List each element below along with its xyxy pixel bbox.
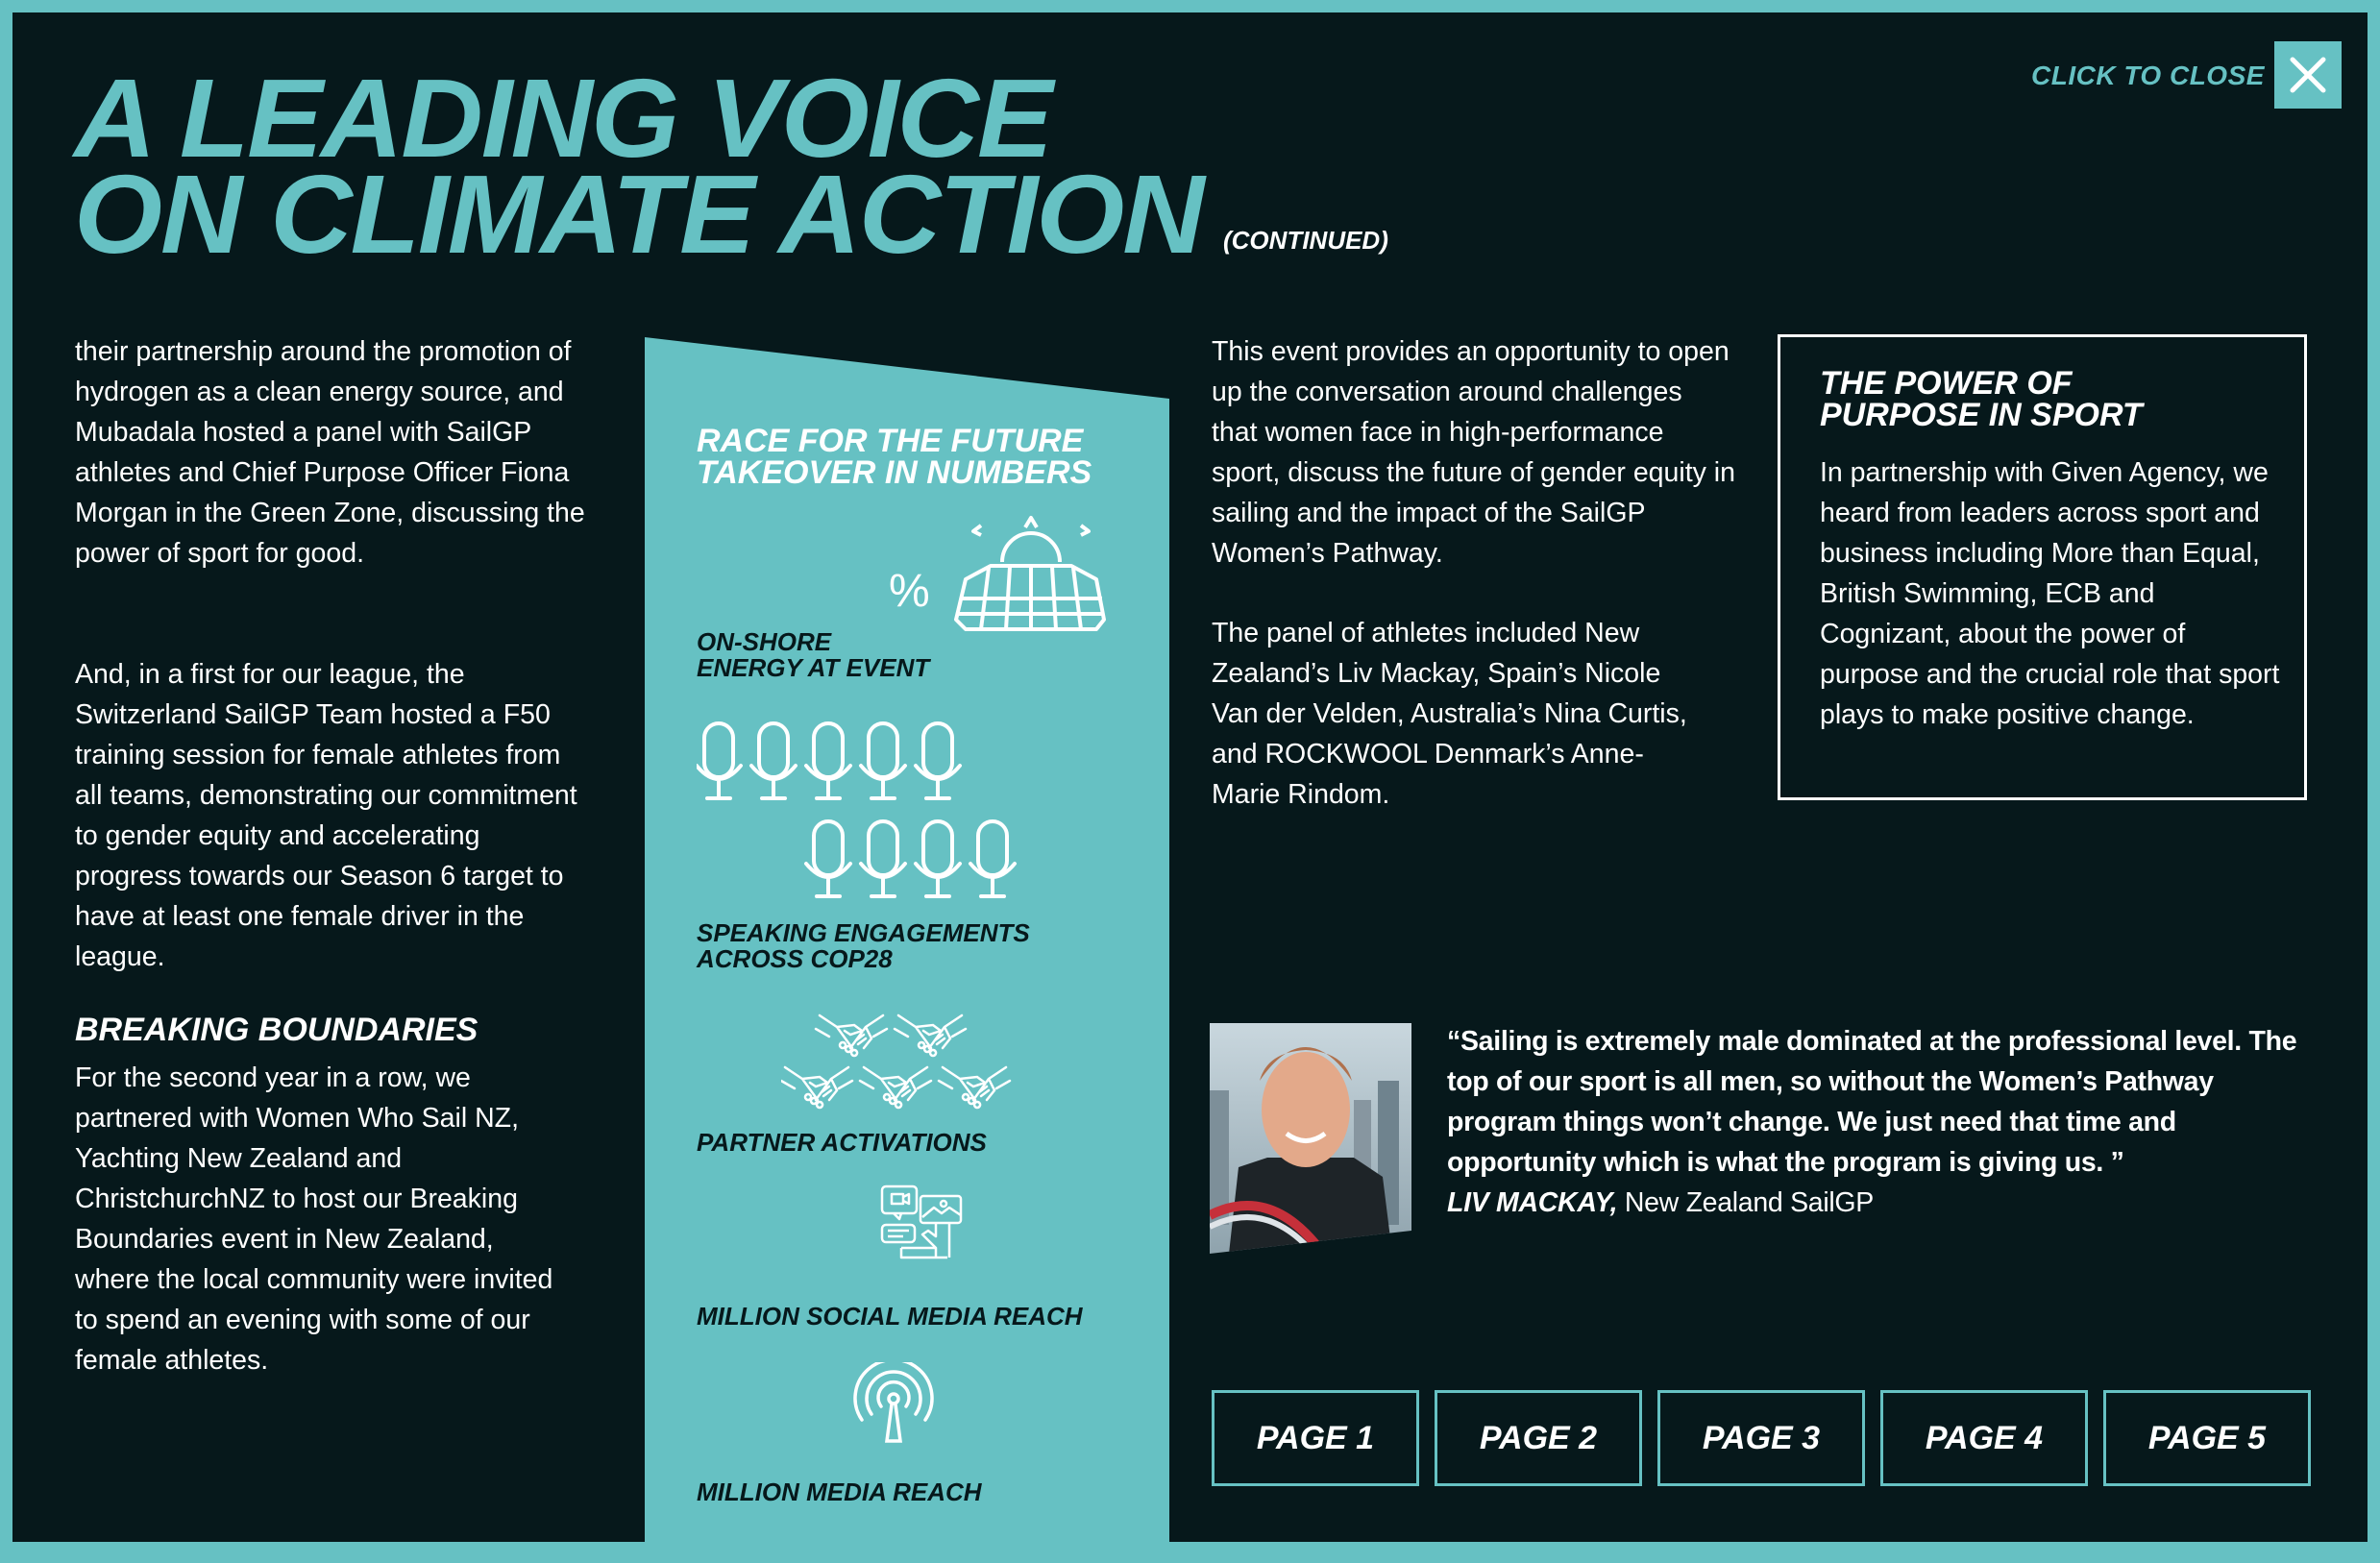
pagination	[1212, 1390, 2311, 1486]
click-to-close-link[interactable]: CLICK TO CLOSE	[2031, 61, 2265, 90]
page-1-button[interactable]: PAGE 1	[1212, 1390, 1419, 1486]
page-4-button[interactable]: PAGE 4	[1880, 1390, 2088, 1486]
quote-author: LIV MACKAY,	[1447, 1187, 1618, 1218]
handshake-icon	[860, 1067, 931, 1108]
stat-label-line: SPEAKING ENGAGEMENTS	[697, 918, 1030, 947]
stat-social-reach-label: MILLION SOCIAL MEDIA REACH	[697, 1302, 1083, 1331]
stat-media-reach-label: MILLION MEDIA REACH	[697, 1478, 982, 1506]
purpose-heading	[1820, 365, 2143, 433]
athlete-photo	[1210, 1023, 1411, 1254]
broadcast-antenna-icon	[850, 1362, 937, 1449]
stat-label-line: ENERGY AT EVENT	[697, 653, 930, 682]
modal-panel	[12, 12, 2368, 1542]
microphone-icon	[861, 723, 905, 798]
microphone-icon	[697, 723, 741, 798]
close-icon	[2289, 56, 2327, 94]
breaking-boundaries-heading: BREAKING BOUNDARIES	[75, 1012, 478, 1048]
left-paragraph-1: their partnership around the promotion of hydrogen as a clean energy source, and Mubadala hosted a panel with SailGP athletes and Chief Purpose Officer Fiona Morgan in the Green Zone, discussing the power of sport for good.	[75, 336, 585, 569]
purpose-heading-line1: THE POWER OF	[1820, 365, 2073, 402]
left-paragraph-2: And, in a first for our league, the Switzerland SailGP Team hosted a F50 training session for female athletes from all teams, demonstrating our commitment to gender equity and accelerating progress towards our Season 6 target to have at least one female driver in the league.	[75, 659, 577, 972]
page-title-line2: ON CLIMATE ACTION	[74, 152, 1203, 277]
purpose-body: In partnership with Given Agency, we heard from leaders across sport and business including More than Equal, British Swimming, ECB and Cognizant, about the power of purpose and the crucial role that sport plays to make positive change.	[1820, 457, 2280, 730]
close-button[interactable]	[2274, 41, 2342, 109]
continued-label: (CONTINUED)	[1223, 226, 1388, 255]
percent-symbol: %	[889, 566, 930, 617]
page-title-line1: A LEADING VOICE	[74, 56, 1051, 181]
stat-speaking-label	[697, 920, 1030, 972]
microphone-icon	[970, 821, 1015, 896]
microphone-icon	[806, 723, 850, 798]
left-paragraph-3: For the second year in a row, we partnered with Women Who Sail NZ, Yachting New Zealand and ChristchurchNZ to host our Breaking Boundaries event in New Zealand, where the local community were invited to spend an evening with some of our female athletes.	[75, 1062, 553, 1376]
handshake-icon	[895, 1015, 966, 1056]
solar-panel-icon	[952, 514, 1108, 633]
handshake-icons	[781, 1008, 1021, 1113]
social-media-icon	[880, 1184, 967, 1277]
quote-text: “Sailing is extremely male dominated at the professional level. The top of our sport is all men, so without the Women’s Pathway program things won’t change. We just need that time and opportunity which is what the program is giving us. ”	[1447, 1026, 2297, 1178]
numbers-heading	[697, 423, 1092, 491]
page-5-button[interactable]: PAGE 5	[2103, 1390, 2311, 1486]
microphone-icon	[861, 821, 905, 896]
athlete-quote	[1447, 1021, 2312, 1223]
stat-partner-label: PARTNER ACTIVATIONS	[697, 1128, 987, 1157]
microphone-icon	[916, 723, 960, 798]
handshake-icon	[816, 1015, 887, 1056]
stat-label-line: ON-SHORE	[697, 627, 832, 656]
quote-affiliation: New Zealand SailGP	[1617, 1187, 1874, 1218]
stat-label-line: ACROSS COP28	[697, 944, 893, 973]
middle-paragraph-2: The panel of athletes included New Zealand’s Liv Mackay, Spain’s Nicole Van der Velden, Australia’s Nina Curtis, and ROCKWOOL Denmark’s Anne-Marie Rindom.	[1212, 618, 1687, 810]
purpose-heading-line2: PURPOSE IN SPORT	[1820, 397, 2143, 433]
page-3-button[interactable]: PAGE 3	[1657, 1390, 1865, 1486]
microphone-icon	[916, 821, 960, 896]
page-2-button[interactable]: PAGE 2	[1435, 1390, 1642, 1486]
middle-paragraph-1: This event provides an opportunity to open up the conversation around challenges that women face in high-performance sport, discuss the future of gender equity in sailing and the impact of the SailGP Women’s Pathway.	[1212, 336, 1735, 569]
numbers-heading-line2: TAKEOVER IN NUMBERS	[697, 454, 1092, 491]
microphone-icon	[751, 723, 796, 798]
numbers-heading-line1: RACE FOR THE FUTURE	[697, 423, 1084, 459]
handshake-icon	[781, 1067, 852, 1108]
stat-onshore-energy-label	[697, 629, 929, 681]
microphone-icons	[697, 720, 1043, 902]
microphone-icon	[806, 821, 850, 896]
quote-attribution	[1447, 1183, 2312, 1223]
handshake-icon	[939, 1067, 1010, 1108]
